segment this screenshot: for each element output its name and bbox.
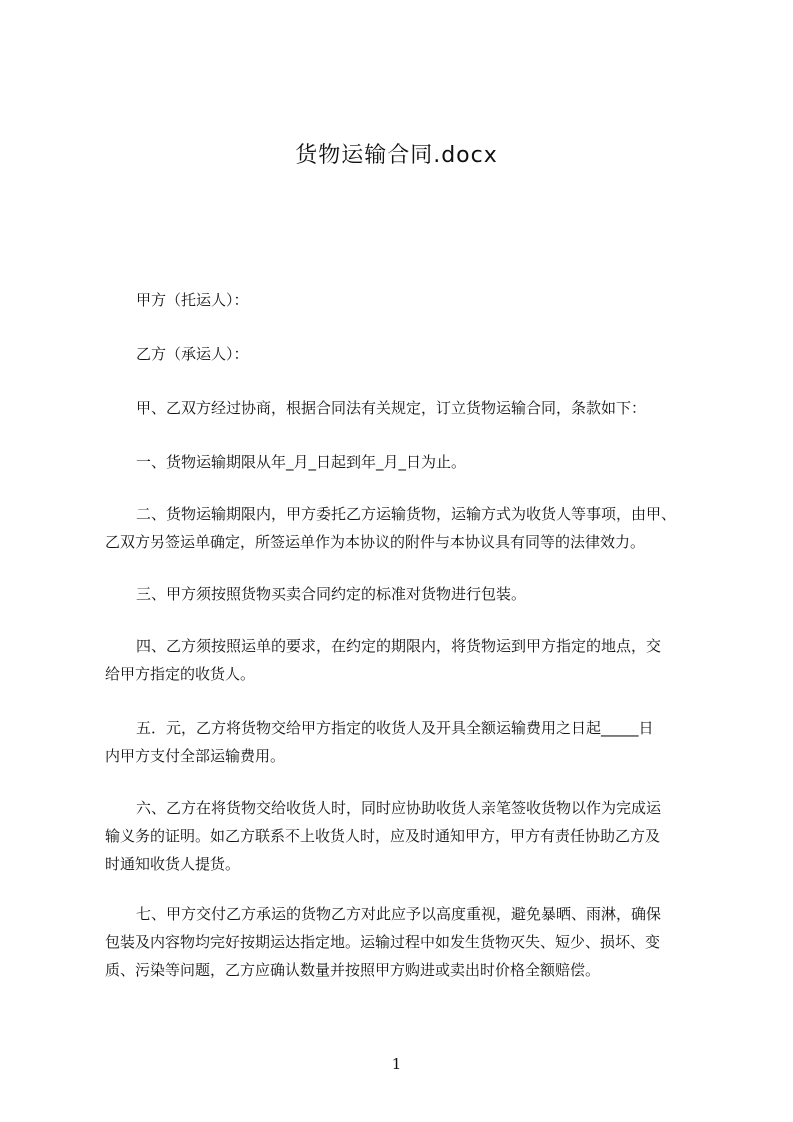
paragraph-line: 质、污染等问题，乙方应确认数量并按照甲方购进或卖出时价格全额赔偿。 bbox=[105, 961, 601, 979]
paragraph-line: 乙双方另签运单确定，所签运单作为本协议的附件与本协议具有同等的法律效力。 bbox=[105, 533, 646, 551]
paragraph-line: 六、乙方在将货物交给收货人时，同时应协助收货人亲笔签收货物以作为完成运 bbox=[136, 799, 662, 817]
paragraph-line: 五．元，乙方将货物交给甲方指定的收货人及开具全额运输费用之日起_____日 bbox=[136, 719, 654, 737]
paragraph-clause-1 bbox=[105, 448, 705, 476]
paragraph-party-b bbox=[105, 340, 705, 368]
paragraph-line: 乙方（承运人）： bbox=[136, 345, 249, 363]
paragraph-clause-7 bbox=[105, 900, 705, 984]
paragraph-clause-4 bbox=[105, 632, 705, 688]
paragraph-line: 一、货物运输期限从年_月_日起到年_月_日为止。 bbox=[136, 453, 467, 471]
paragraph-clause-2 bbox=[105, 500, 705, 556]
paragraph-line: 包装及内容物均完好按期运达指定地。运输过程中如发生货物灭失、短少、损坏、变 bbox=[105, 933, 661, 951]
paragraph-line: 给甲方指定的收货人。 bbox=[105, 665, 256, 683]
paragraph-line: 四、乙方须按照运单的要求，在约定的期限内，将货物运到甲方指定的地点，交 bbox=[136, 637, 662, 655]
paragraph-party-a bbox=[105, 286, 705, 314]
document-title: 货物运输合同.docx bbox=[295, 143, 498, 168]
paragraph-clause-6 bbox=[105, 794, 705, 878]
paragraph-line: 七、甲方交付乙方承运的货物乙方对此应予以高度重视，避免暴晒、雨淋，确保 bbox=[136, 905, 662, 923]
paragraph-line: 二、货物运输期限内，甲方委托乙方运输货物，运输方式为收货人等事项，由甲、 bbox=[136, 505, 677, 523]
paragraph-line: 输义务的证明。如乙方联系不上收货人时，应及时通知甲方，甲方有责任协助乙方及 bbox=[105, 827, 661, 845]
paragraph-preamble bbox=[105, 394, 705, 422]
paragraph-clause-3 bbox=[105, 580, 705, 608]
paragraph-line: 三、甲方须按照货物买卖合同约定的标准对货物进行包装。 bbox=[136, 585, 527, 603]
paragraph-line: 甲方（托运人）： bbox=[136, 291, 249, 309]
paragraph-line: 内甲方支付全部运输费用。 bbox=[105, 747, 286, 765]
page-number: 1 bbox=[391, 1055, 402, 1073]
paragraph-line: 时通知收货人提货。 bbox=[105, 855, 241, 873]
paragraph-clause-5 bbox=[105, 714, 705, 770]
paragraph-line: 甲、乙双方经过协商，根据合同法有关规定，订立货物运输合同，条款如下： bbox=[136, 399, 647, 417]
